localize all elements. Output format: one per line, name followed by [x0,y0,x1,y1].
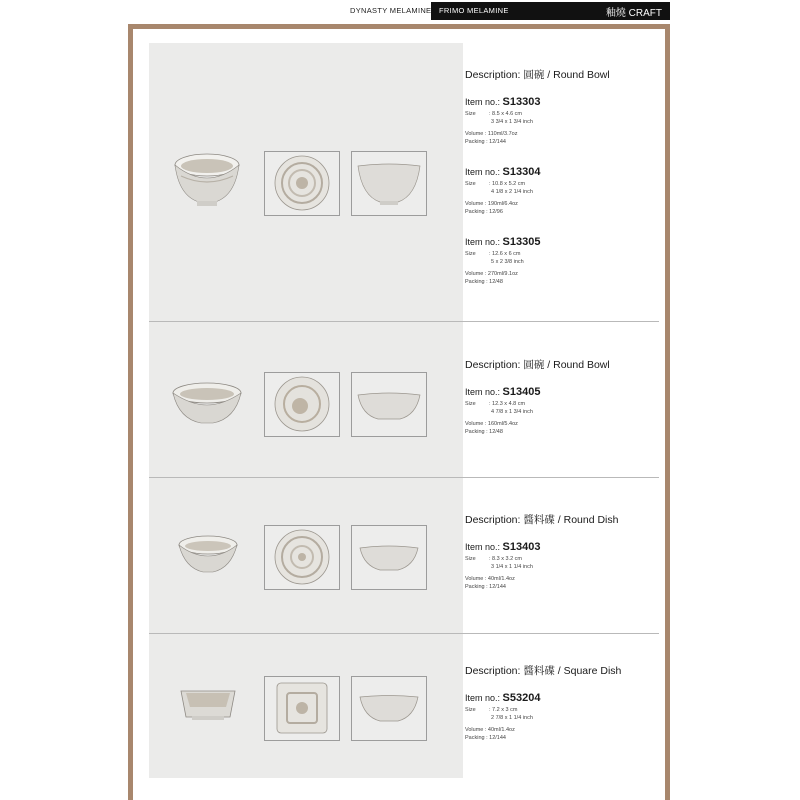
item-code: S13405 [502,386,541,398]
size-inch: 3 1/4 x 1 1/4 inch [491,563,533,570]
catalog-frame [128,24,670,800]
brand-header [342,2,670,20]
item-number [465,541,540,553]
size-label: Size [465,251,476,257]
item-label: Item no.: [465,237,503,247]
size-inch: 3 3/4 x 1 3/4 inch [491,118,533,125]
item-number [465,236,540,248]
round-bowl-2-profile-photo [351,372,427,437]
brand-bar [431,2,670,20]
size-cm: : 7.2 x 3 cm [489,707,518,713]
round-bowl-2-top-photo [264,372,340,437]
round-bowl-profile-photo [351,151,427,216]
size-label: Size [465,707,476,713]
packing: Packing : 12/48 [465,428,503,435]
brand-frimo: FRIMO MELAMINE [439,6,509,15]
item-specs [465,707,533,742]
packing: Packing : 12/144 [465,583,506,590]
round-dish-top-photo [264,525,340,590]
item-label: Item no.: [465,167,503,177]
size-inch: 4 7/8 x 1 3/4 inch [491,408,533,415]
section-divider [149,633,659,634]
item-number [465,386,540,398]
round-dish-side-photo [177,534,239,576]
size-inch: 4 1/8 x 2 1/4 inch [491,188,533,195]
size-cm: : 8.3 x 3.2 cm [489,556,523,562]
packing: Packing : 12/144 [465,138,506,145]
round-bowl-side-photo [173,152,241,210]
item-code: S13303 [502,96,541,108]
item-code: S13403 [502,541,541,553]
size-label: Size [465,111,476,117]
item-specs [465,556,533,591]
section-divider [149,477,659,478]
item-label: Item no.: [465,97,503,107]
section-divider [149,321,659,322]
size-label: Size [465,181,476,187]
item-specs [465,401,533,436]
round-bowl-2-side-photo [171,381,243,427]
square-dish-profile-photo [351,676,427,741]
brand-craft: 釉燒 CRAFT [605,8,662,19]
section-description: Description: 醬料碟 / Round Dish [465,514,619,526]
size-cm: : 12.3 x 4.8 cm [489,401,526,407]
brand-dynasty: DYNASTY MELAMINE [350,6,432,15]
volume: Volume : 40ml/1.4oz [465,727,515,734]
volume: Volume : 110ml/3.7oz [465,131,518,138]
size-label: Size [465,556,476,562]
item-number [465,96,540,108]
item-number [465,166,540,178]
size-inch: 2 7/8 x 1 1/4 inch [491,714,533,721]
packing: Packing : 12/144 [465,734,506,741]
item-number [465,692,540,704]
size-inch: 5 x 2 3/8 inch [491,258,524,265]
item-specs [465,251,524,286]
item-code: S13304 [502,166,541,178]
section-description: Description: 醬料碟 / Square Dish [465,665,622,677]
section-description: Description: 圓碗 / Round Bowl [465,69,610,81]
catalog-page [133,29,665,800]
item-label: Item no.: [465,693,503,703]
item-code: S53204 [502,692,541,704]
packing: Packing : 12/48 [465,278,503,285]
volume: Volume : 40ml/1.4oz [465,576,515,583]
square-dish-top-photo [264,676,340,741]
round-bowl-top-photo [264,151,340,216]
section-description: Description: 圓碗 / Round Bowl [465,359,610,371]
volume: Volume : 190ml/6.4oz [465,201,518,208]
item-label: Item no.: [465,542,503,552]
round-dish-profile-photo [351,525,427,590]
square-dish-side-photo [178,685,238,725]
size-cm: : 12.6 x 6 cm [489,251,521,257]
size-cm: : 10.8 x 5.2 cm [489,181,526,187]
item-label: Item no.: [465,387,503,397]
size-cm: : 8.5 x 4.6 cm [489,111,523,117]
size-label: Size [465,401,476,407]
item-specs [465,181,533,216]
item-code: S13305 [502,236,541,248]
item-specs [465,111,533,146]
packing: Packing : 12/96 [465,208,503,215]
volume: Volume : 270ml/9.1oz [465,271,518,278]
volume: Volume : 160ml/5.4oz [465,421,518,428]
